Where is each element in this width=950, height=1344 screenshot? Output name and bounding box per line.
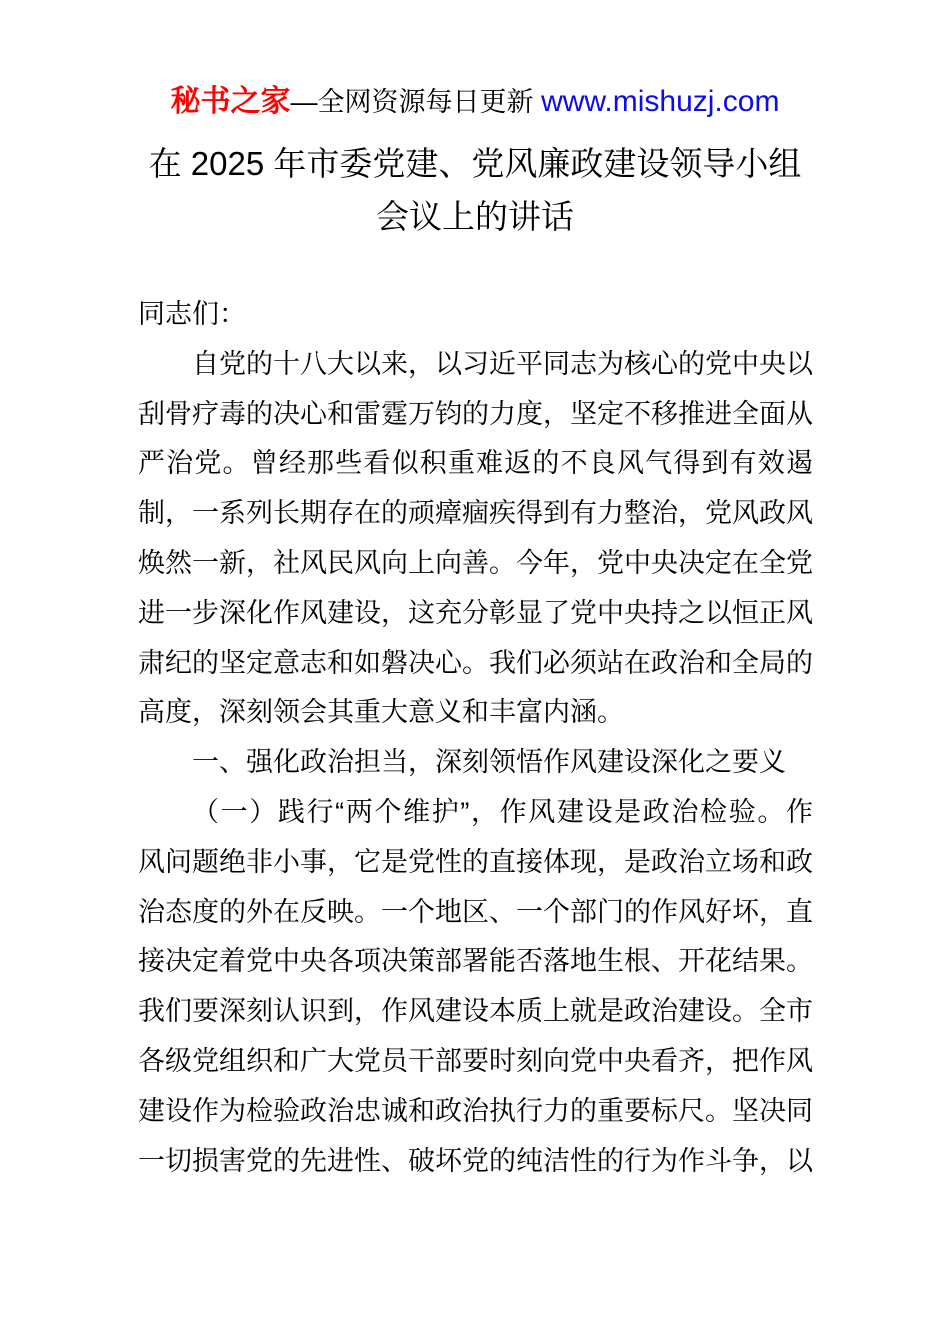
site-header: [0, 82, 950, 127]
body-line: 建设作为检验政治忠诚和政治执行力的重要标尺。坚决同: [138, 1095, 813, 1126]
body-line: 高度，深刻领会其重大意义和丰富内涵。: [138, 697, 624, 728]
site-tagline: —全网资源每日更新: [290, 87, 542, 117]
body-line: 自党的十八大以来，以习近平同志为核心的党中央以: [192, 348, 813, 379]
document-title-line1: 在 2025 年市委党建、党风廉政建设领导小组: [148, 145, 802, 182]
body-line: 治态度的外在反映。一个地区、一个部门的作风好坏，直: [138, 896, 813, 927]
body-line: （一）践行“两个维护”，作风建设是政治检验。作: [192, 796, 813, 827]
body-line: 焕然一新，社风民风向上向善。今年，党中央决定在全党: [138, 547, 813, 578]
body-line: 肃纪的坚定意志和如磐决心。我们必须站在政治和全局的: [138, 647, 813, 678]
body-line: 风问题绝非小事，它是党性的直接体现，是政治立场和政: [138, 846, 813, 877]
document-body: [138, 290, 813, 1186]
body-line: 一、强化政治担当，深刻领悟作风建设深化之要义: [192, 747, 786, 778]
body-line: 接决定着党中央各项决策部署能否落地生根、开花结果。: [138, 946, 813, 977]
document-title-line2: 会议上的讲话: [376, 198, 574, 235]
body-line: 制，一系列长期存在的顽瘴痼疾得到有力整治，党风政风: [138, 498, 813, 529]
site-brand: 秘书之家: [170, 85, 291, 118]
body-line: 进一步深化作风建设，这充分彰显了党中央持之以恒正风: [138, 597, 813, 628]
body-line: 各级党组织和广大党员干部要时刻向党中央看齐，把作风: [138, 1045, 813, 1076]
body-line: 严治党。曾经那些看似积重难返的不良风气得到有效遏: [138, 448, 813, 479]
body-line: 我们要深刻认识到，作风建设本质上就是政治建设。全市: [138, 996, 813, 1027]
site-url-link[interactable]: www.mishuzj.com: [541, 85, 780, 118]
body-line: 刮骨疗毒的决心和雷霆万钧的力度，坚定不移推进全面从: [138, 398, 813, 429]
document-title: [0, 137, 950, 243]
body-line: 同志们：: [138, 299, 246, 329]
body-line: 一切损害党的先进性、破坏党的纯洁性的行为作斗争，以: [138, 1145, 813, 1176]
